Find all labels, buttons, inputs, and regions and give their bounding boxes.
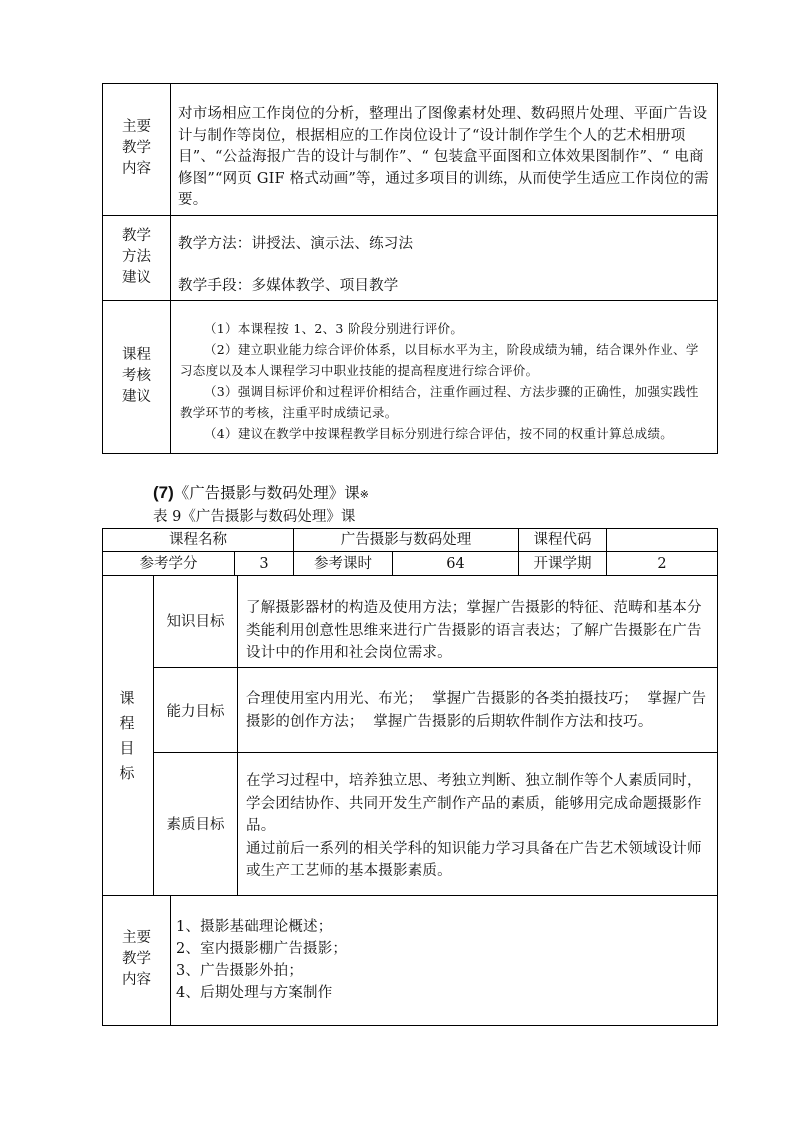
- content-item: 1、摄影基础理论概述；: [176, 919, 333, 935]
- assessment-item: （3）强调目标评价和过程评价相结合，注重作画过程、方法步骤的正确性，加强实践性教学环节的考核，注重平时成绩记录。: [180, 384, 699, 420]
- content-item: 3、广告摄影外拍；: [176, 963, 304, 979]
- term-label: 开课学期: [533, 556, 592, 572]
- credit-value: 3: [259, 556, 269, 572]
- assessment-item: （2）建立职业能力综合评价体系，以目标水平为主，阶段成绩为辅，结合课外作业、学习态度以及本人课程学习中职业技能的提高程度进行综合评价。: [180, 342, 699, 378]
- row-label-teaching-method: 教学 方法 建议: [122, 228, 151, 286]
- teaching-means-text: 教学手段：多媒体教学、项目教学: [178, 278, 399, 294]
- course-code-label: 课程代码: [533, 532, 592, 548]
- row-label-assessment: 课程 考核 建议: [122, 347, 151, 405]
- course-goals-label: 课 程 目 标: [119, 689, 137, 782]
- row-label-main-content: 主要 教学 内容: [122, 119, 151, 177]
- section-heading-number: (7): [153, 483, 174, 502]
- knowledge-goal-label: 知识目标: [166, 614, 225, 630]
- section-heading: [153, 482, 369, 506]
- course-name-label: 课程名称: [169, 532, 227, 548]
- ability-goal-label: 能力目标: [166, 704, 225, 720]
- hours-value: 64: [446, 556, 465, 572]
- content-item: 2、室内摄影棚广告摄影；: [176, 941, 348, 957]
- table-caption: 表 9《广告摄影与数码处理》课: [153, 509, 356, 525]
- content-item: 4、后期处理与方案制作: [176, 985, 333, 1001]
- row-label-main-content-2: 主要 教学 内容: [122, 930, 151, 988]
- course-name-value: 广告摄影与数码处理: [340, 532, 472, 548]
- main-content-text: 对市场相应工作岗位的分析，整理出了图像素材处理、数码照片处理、平面广告设计与制作等岗位，根据相应的工作岗位设计了“设计制作学生个人的艺术相册项目”、“公益海报广告的设计与制作”、“ 包装盒平面图和立体效果图制作”、“ 电商修图”“网页 GIF 格式动画”等，通过多项目的训练，从而使学生适应工作岗位的需要。: [178, 106, 709, 208]
- content-list: [176, 916, 706, 1004]
- credit-label: 参考学分: [139, 556, 198, 572]
- assessment-item: （1）本课程按 1、2、3 阶段分别进行评价。: [204, 321, 464, 336]
- teaching-method-text: 教学方法：讲授法、演示法、练习法: [178, 236, 414, 252]
- assessment-item: （4）建议在教学中按课程教学目标分别进行综合评估，按不同的权重计算总成绩。: [204, 426, 674, 441]
- term-value: 2: [657, 556, 667, 572]
- hours-label: 参考课时: [314, 556, 372, 572]
- section-heading-mark: ※: [359, 488, 370, 501]
- quality-goal-label: 素质目标: [166, 817, 225, 833]
- assessment-list: [180, 318, 710, 444]
- quality-goal-text: 在学习过程中，培养独立思、考独立判断、独立制作等个人素质同时，学会团结协作、共同开发生产制作产品的素质，能够用完成命题摄影作品。 通过前后一系列的相关学科的知识能力学习具备在广告艺术领域设计师或生产工艺师的基本摄影素质。: [246, 773, 702, 879]
- section-heading-text: 《广告摄影与数码处理》课: [173, 484, 360, 502]
- ability-goal-text: 合理使用室内用光、布光； 掌握广告摄影的各类拍摄技巧； 掌握广告摄影的创作方法； 掌握广告摄影的后期软件制作方法和技巧。: [246, 691, 707, 730]
- knowledge-goal-text: 了解摄影器材的构造及使用方法；掌握广告摄影的特征、范畴和基本分类能利用创意性思维来进行广告摄影的语言表达；了解广告摄影在广告设计中的作用和社会岗位需求。: [246, 600, 702, 661]
